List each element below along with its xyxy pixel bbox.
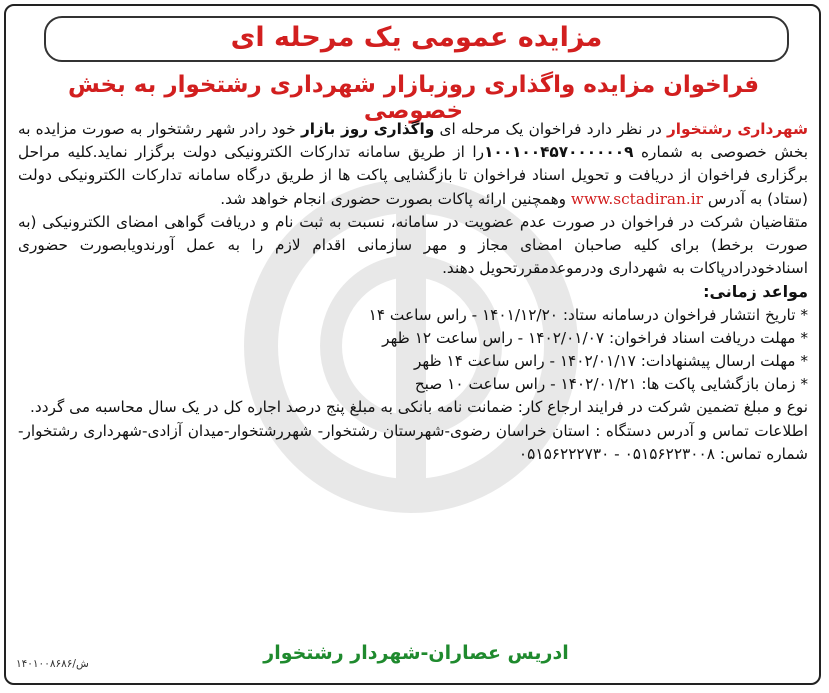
schedule-item: * تاریخ انتشار فراخوان درسامانه ستاد: ۱۴۰۱/۱۲/۲۰ - راس ساعت ۱۴ (368, 305, 808, 324)
notice-body (18, 118, 808, 466)
applicants-paragraph: متقاضیان شرکت در فراخوان در صورت عدم عضویت در سامانه، نسبت به ثبت نام و دریافت گواهی امضای الکترونیکی (به صورت برخط) برای کلیه صاحبان امضای مجاز و مهر سازمانی اقدام لازم را به عمل آورندویابصورت حضوری اسنادخودرادرپاکات به شهرداری ودرموعدمقررتحویل دهند. (18, 212, 808, 278)
schedule-item: * مهلت دریافت اسناد فراخوان: ۱۴۰۲/۰۱/۰۷ - راس ساعت ۱۲ ظهر (382, 328, 808, 347)
intro-text-4: وهمچنین ارائه پاکات بصورت حضوری انجام خواهد شد. (220, 189, 571, 208)
tender-number: ۱۰۰۱۰۰۴۵۷۰۰۰۰۰۰۹ (484, 143, 634, 162)
schedule-item: * مهلت ارسال پیشنهادات: ۱۴۰۲/۰۱/۱۷ - راس ساعت ۱۴ ظهر (413, 352, 808, 371)
intro-paragraph (18, 118, 808, 211)
notice-code: ۱۴۰۱۰۰۸۶۸۶/ش (16, 658, 89, 670)
schedule-heading: مواعد زمانی: (703, 282, 808, 302)
org-name: شهرداری رشتخوار (667, 120, 808, 138)
contact-paragraph: اطلاعات تماس و آدرس دستگاه : استان خراسان رضوی-شهرستان رشتخوار- شهررشتخوار-میدان آزادی-شهرداری رشتخوار- شماره تماس: ۰۵۱۵۶۲۲۳۰۰۸ - ۰۵۱۵۶۲۲۲۷۳۰ (18, 421, 808, 463)
intro-bold: واگذاری روز بازار (300, 120, 435, 138)
intro-text-1: در نظر دارد فراخوان یک مرحله ای (434, 120, 667, 138)
guarantee-paragraph: نوع و مبلغ تضمین شرکت در فرایند ارجاع کار: ضمانت نامه بانکی به مبلغ پنج درصد اجاره کل در یک سال محاسبه می گردد. (30, 398, 808, 417)
subtitle: فراخوان مزایده واگذاری روزبازار شهرداری رشتخوار به بخش خصوصی (68, 72, 759, 124)
notice-frame (4, 4, 821, 685)
page-title: مزایده عمومی یک مرحله ای (44, 16, 789, 62)
signature: ادریس عصاران-شهردار رشتخوار (263, 642, 569, 664)
website-link[interactable]: www.sctadiran.ir (570, 189, 703, 208)
intro-text-3: را از طریق سامانه تدارکات الکترونیکی دولت برگزار نماید.کلیه مراحل برگزاری فراخوان از دریافت و تحویل اسناد فراخوان تا بازگشایی پاکت ها از طریق درگاه سامانه تدارکات الکترونیکی دولت (ستاد) به آدرس (18, 143, 808, 208)
intro-text-2: خود رادر شهر رشتخوار به صورت مزایده به بخش خصوصی به شماره (18, 120, 808, 162)
schedule-item: * زمان بازگشایی پاکت ها: ۱۴۰۲/۰۱/۲۱ - راس ساعت ۱۰ صبح (414, 375, 808, 394)
